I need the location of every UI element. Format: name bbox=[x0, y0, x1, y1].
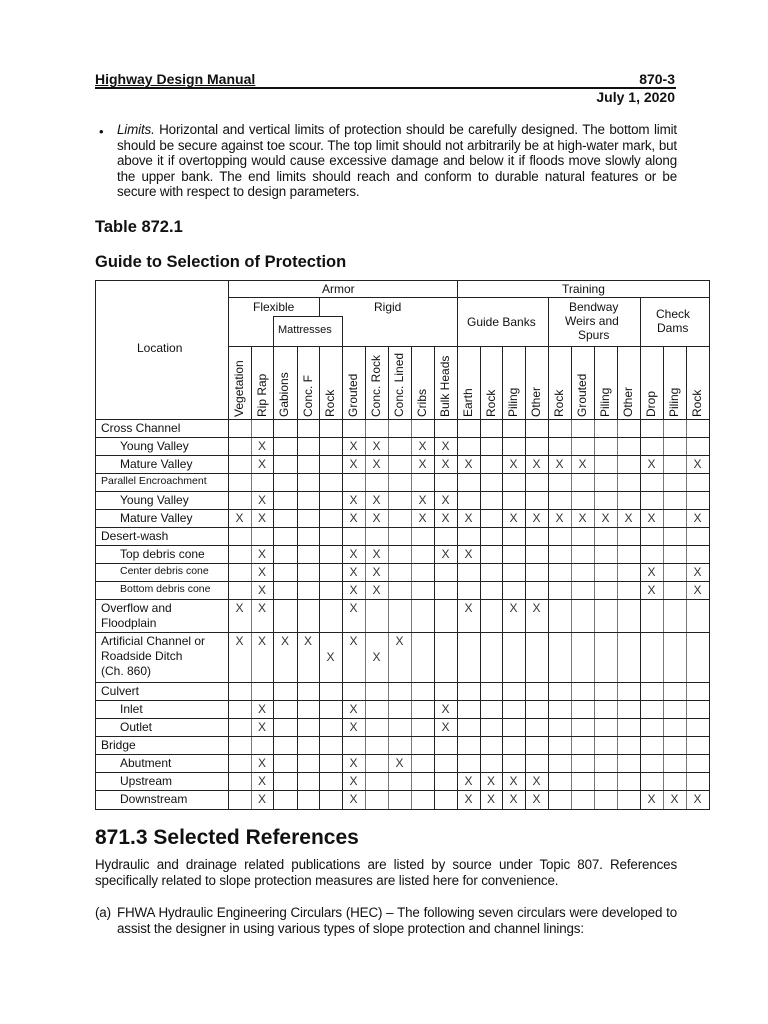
bendway-header-line1: Bendway bbox=[569, 300, 619, 314]
column-divider bbox=[686, 419, 687, 809]
column-divider bbox=[388, 346, 389, 419]
selection-mark: X bbox=[509, 601, 518, 615]
selection-mark: X bbox=[418, 511, 427, 525]
row-label: Bottom debris cone bbox=[120, 583, 211, 595]
row-divider bbox=[95, 682, 710, 683]
selection-mark: X bbox=[372, 457, 381, 471]
column-divider bbox=[663, 346, 664, 419]
selection-mark: X bbox=[235, 511, 244, 525]
row-divider bbox=[95, 809, 710, 810]
selection-mark: X bbox=[578, 457, 587, 471]
selection-mark: X bbox=[555, 457, 564, 471]
column-header-16: Piling bbox=[598, 387, 612, 417]
selection-mark: X bbox=[349, 439, 358, 453]
column-divider bbox=[365, 346, 366, 419]
selection-mark: X bbox=[693, 511, 702, 525]
column-header-5: Grouted bbox=[346, 373, 360, 417]
selection-mark: X bbox=[464, 547, 473, 561]
hec-item-text: FHWA Hydraulic Engineering Circulars (HEC) – The following seven circulars were developed to assist the designer in using various types of slope protection and channel linings: bbox=[117, 905, 677, 936]
column-divider bbox=[365, 419, 366, 809]
column-divider bbox=[480, 346, 481, 419]
selection-mark: X bbox=[349, 457, 358, 471]
selection-mark: X bbox=[303, 634, 312, 648]
row-divider bbox=[95, 772, 710, 773]
selection-mark: X bbox=[441, 457, 450, 471]
row-divider bbox=[95, 545, 710, 546]
row-divider bbox=[95, 419, 710, 420]
selection-mark: X bbox=[349, 493, 358, 507]
selection-mark: X bbox=[349, 702, 358, 716]
selection-mark: X bbox=[372, 493, 381, 507]
selection-mark: X bbox=[441, 720, 450, 734]
selection-mark: X bbox=[647, 792, 656, 806]
selection-mark: X bbox=[647, 511, 656, 525]
selection-mark: X bbox=[395, 634, 404, 648]
check-dams-header-line1: Check bbox=[656, 307, 691, 321]
column-header-3: Conc. F bbox=[301, 374, 315, 417]
column-divider bbox=[319, 346, 320, 419]
selection-mark: X bbox=[441, 547, 450, 561]
column-header-6: Conc. Rock bbox=[369, 354, 383, 417]
row-label: Artificial Channel or bbox=[101, 634, 206, 648]
column-header-17: Other bbox=[621, 386, 635, 417]
row-label: Mature Valley bbox=[120, 457, 193, 471]
selection-mark: X bbox=[509, 774, 518, 788]
row-label: Young Valley bbox=[120, 439, 189, 453]
column-divider bbox=[251, 346, 252, 419]
selection-mark: X bbox=[464, 792, 473, 806]
references-paragraph: Hydraulic and drainage related publications are listed by source under Topic 807. References specifically related to slope protection measures are listed here for convenience. bbox=[95, 857, 677, 888]
column-header-2: Gabions bbox=[277, 372, 291, 417]
selection-mark: X bbox=[647, 457, 656, 471]
table-title: Guide to Selection of Protection bbox=[95, 253, 347, 271]
selection-mark: X bbox=[509, 511, 518, 525]
row-divider bbox=[95, 527, 710, 528]
column-divider bbox=[273, 346, 274, 419]
column-divider bbox=[434, 346, 435, 419]
selection-mark: X bbox=[257, 493, 266, 507]
row-divider bbox=[95, 790, 710, 791]
row-divider bbox=[95, 437, 710, 438]
selection-mark: X bbox=[257, 634, 266, 648]
selection-mark: X bbox=[372, 583, 381, 597]
selection-mark: X bbox=[257, 720, 266, 734]
limits-text: Horizontal and vertical limits of protection should be carefully designed. The bottom limit should be secure against toe scour. The top limit should not arbitrarily be at high-water mark, but above it if overtopping would cause excessive damage and below it if floods move slowly along the upper bank. The end limits should reach and conform to durable natural features or be secure with respect to design parameters. bbox=[117, 122, 677, 200]
row-divider bbox=[95, 754, 710, 755]
selection-mark: X bbox=[257, 774, 266, 788]
selection-mark: X bbox=[280, 634, 289, 648]
row-label: (Ch. 860) bbox=[101, 664, 152, 678]
mattresses-header: Mattresses bbox=[278, 324, 332, 336]
row-divider bbox=[95, 563, 710, 564]
selection-mark: X bbox=[418, 457, 427, 471]
flexible-rigid-divider bbox=[319, 297, 320, 316]
column-divider bbox=[457, 346, 458, 419]
column-divider bbox=[388, 419, 389, 809]
row-label: Cross Channel bbox=[101, 421, 181, 435]
row-label: Center debris cone bbox=[120, 565, 209, 577]
selection-mark: X bbox=[555, 511, 564, 525]
selection-mark: X bbox=[486, 774, 495, 788]
column-divider bbox=[297, 419, 298, 809]
column-header-19: Piling bbox=[667, 387, 681, 417]
row-label: Upstream bbox=[120, 774, 173, 788]
bullet-icon: • bbox=[99, 124, 104, 139]
column-divider bbox=[617, 346, 618, 419]
row-divider bbox=[95, 509, 710, 510]
row-label: Abutment bbox=[120, 756, 172, 770]
training-header: Training bbox=[562, 282, 605, 296]
selection-mark: X bbox=[464, 774, 473, 788]
page-number: 870-3 bbox=[639, 71, 675, 87]
table-border-top bbox=[95, 280, 710, 281]
column-header-15: Grouted bbox=[575, 373, 589, 417]
column-divider bbox=[480, 419, 481, 809]
selection-mark: X bbox=[349, 547, 358, 561]
selection-mark: X bbox=[257, 565, 266, 579]
row-divider bbox=[95, 736, 710, 737]
selection-mark: X bbox=[578, 511, 587, 525]
column-divider bbox=[297, 346, 298, 419]
row-label: Bridge bbox=[101, 738, 136, 752]
selection-mark: X bbox=[532, 511, 541, 525]
column-divider bbox=[571, 346, 572, 419]
selection-mark: X bbox=[257, 583, 266, 597]
column-header-18: Drop bbox=[644, 390, 658, 417]
column-header-4: Rock bbox=[323, 389, 337, 417]
column-divider bbox=[640, 419, 641, 809]
selection-mark: X bbox=[349, 720, 358, 734]
row-label: Downstream bbox=[120, 792, 188, 806]
mattresses-right bbox=[342, 316, 343, 346]
selection-mark: X bbox=[441, 511, 450, 525]
column-header-7: Conc. Lined bbox=[392, 352, 406, 417]
group-rule bbox=[228, 297, 709, 298]
column-header-13: Other bbox=[529, 386, 543, 417]
selection-mark: X bbox=[372, 547, 381, 561]
row-divider bbox=[95, 632, 710, 633]
column-header-8: Cribs bbox=[415, 388, 429, 417]
row-label: Desert-wash bbox=[101, 529, 169, 543]
row-label: Young Valley bbox=[120, 493, 189, 507]
row-label: Inlet bbox=[120, 702, 143, 716]
location-header: Location bbox=[137, 341, 183, 355]
selection-mark: X bbox=[257, 457, 266, 471]
selection-mark: X bbox=[418, 439, 427, 453]
selection-mark: X bbox=[257, 511, 266, 525]
bendway-header-line3: Spurs bbox=[578, 328, 610, 342]
selection-mark: X bbox=[532, 457, 541, 471]
selection-mark: X bbox=[486, 792, 495, 806]
selection-mark: X bbox=[349, 565, 358, 579]
selection-mark: X bbox=[257, 547, 266, 561]
selection-mark: X bbox=[372, 439, 381, 453]
column-divider bbox=[502, 346, 503, 419]
selection-mark: X bbox=[418, 493, 427, 507]
selection-mark: X bbox=[349, 756, 358, 770]
column-header-11: Rock bbox=[484, 389, 498, 417]
selection-mark: X bbox=[441, 439, 450, 453]
row-divider bbox=[95, 491, 710, 492]
selection-mark: X bbox=[693, 583, 702, 597]
manual-title: Highway Design Manual bbox=[95, 71, 256, 87]
column-header-14: Rock bbox=[552, 389, 566, 417]
row-label: Floodplain bbox=[101, 616, 157, 630]
rigid-header: Rigid bbox=[374, 300, 402, 314]
table-number: Table 872.1 bbox=[95, 218, 183, 236]
selection-mark: X bbox=[257, 756, 266, 770]
column-header-1: Rip Rap bbox=[255, 373, 269, 417]
row-label: Outlet bbox=[120, 720, 153, 734]
selection-mark: X bbox=[624, 511, 633, 525]
selection-mark: X bbox=[464, 457, 473, 471]
row-divider bbox=[95, 473, 710, 474]
selection-mark: X bbox=[349, 634, 358, 648]
column-divider bbox=[571, 419, 572, 809]
armor-header: Armor bbox=[322, 282, 355, 296]
selection-mark: X bbox=[349, 792, 358, 806]
selection-mark: X bbox=[349, 601, 358, 615]
guide-banks-header: Guide Banks bbox=[467, 315, 536, 329]
selection-mark: X bbox=[349, 511, 358, 525]
column-header-9: Bulk Heads bbox=[438, 355, 452, 417]
selection-mark: X bbox=[441, 702, 450, 716]
selection-mark: X bbox=[235, 601, 244, 615]
column-header-top bbox=[228, 346, 709, 347]
selection-mark: X bbox=[257, 792, 266, 806]
item-label: (a) bbox=[95, 905, 111, 920]
row-label: Mature Valley bbox=[120, 511, 193, 525]
selection-mark: X bbox=[532, 792, 541, 806]
column-divider bbox=[525, 346, 526, 419]
selection-mark: X bbox=[532, 774, 541, 788]
column-divider bbox=[594, 419, 595, 809]
column-divider bbox=[411, 419, 412, 809]
selection-mark: X bbox=[257, 601, 266, 615]
selection-mark: X bbox=[464, 601, 473, 615]
column-divider bbox=[342, 346, 343, 419]
selection-mark: X bbox=[441, 493, 450, 507]
limits-lead: Limits. bbox=[117, 122, 155, 137]
bendway-header-line2: Weirs and bbox=[565, 314, 619, 328]
column-header-12: Piling bbox=[506, 387, 520, 417]
selection-mark: X bbox=[326, 650, 335, 664]
row-divider bbox=[95, 581, 710, 582]
selection-mark: X bbox=[601, 511, 610, 525]
column-header-20: Rock bbox=[690, 389, 704, 417]
selection-mark: X bbox=[647, 583, 656, 597]
column-divider bbox=[617, 419, 618, 809]
mattresses-left bbox=[273, 316, 274, 346]
column-divider bbox=[594, 346, 595, 419]
selection-mark: X bbox=[257, 702, 266, 716]
column-header-0: Vegetation bbox=[232, 360, 246, 417]
column-divider bbox=[319, 419, 320, 809]
selection-mark: X bbox=[693, 457, 702, 471]
section-heading: 871.3 Selected References bbox=[95, 826, 359, 849]
column-divider bbox=[548, 346, 549, 419]
row-label: Parallel Encroachment bbox=[101, 475, 207, 487]
check-dams-header-line2: Dams bbox=[657, 321, 689, 335]
selection-mark: X bbox=[693, 565, 702, 579]
flexible-header: Flexible bbox=[253, 300, 295, 314]
selection-mark: X bbox=[647, 565, 656, 579]
row-label: Culvert bbox=[101, 684, 140, 698]
selection-mark: X bbox=[235, 634, 244, 648]
selection-mark: X bbox=[257, 439, 266, 453]
row-divider bbox=[95, 599, 710, 600]
row-label: Overflow and bbox=[101, 601, 172, 615]
selection-mark: X bbox=[372, 650, 381, 664]
selection-mark: X bbox=[670, 792, 679, 806]
column-divider bbox=[273, 419, 274, 809]
column-divider bbox=[434, 419, 435, 809]
selection-mark: X bbox=[509, 457, 518, 471]
column-divider bbox=[686, 346, 687, 419]
selection-mark: X bbox=[372, 565, 381, 579]
revision-date: July 1, 2020 bbox=[596, 89, 675, 105]
column-divider bbox=[411, 346, 412, 419]
selection-mark: X bbox=[693, 792, 702, 806]
selection-mark: X bbox=[349, 774, 358, 788]
row-label: Top debris cone bbox=[120, 547, 205, 561]
row-divider bbox=[95, 455, 710, 456]
column-header-10: Earth bbox=[461, 388, 475, 417]
row-divider bbox=[95, 718, 710, 719]
selection-mark: X bbox=[509, 792, 518, 806]
column-divider bbox=[640, 346, 641, 419]
column-divider bbox=[663, 419, 664, 809]
selection-mark: X bbox=[395, 756, 404, 770]
row-divider bbox=[95, 700, 710, 701]
row-label: Roadside Ditch bbox=[101, 649, 183, 663]
selection-mark: X bbox=[532, 601, 541, 615]
column-divider bbox=[548, 419, 549, 809]
selection-mark: X bbox=[464, 511, 473, 525]
selection-mark: X bbox=[372, 511, 381, 525]
mattresses-top bbox=[273, 316, 343, 317]
selection-mark: X bbox=[349, 583, 358, 597]
